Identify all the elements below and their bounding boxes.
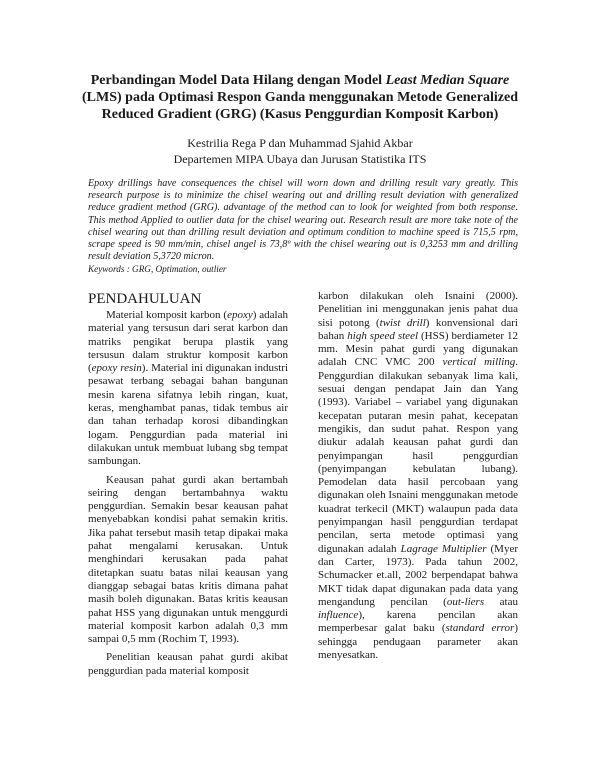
italic-term: influence: [318, 609, 359, 622]
author-block: [100, 135, 500, 167]
text-run: ) konvensional dari bahan: [318, 316, 518, 342]
paragraph-1: [88, 309, 288, 469]
text-run: ) sehingga pendugaan parameter akan menyesatkan.: [318, 622, 518, 662]
text-run: (HSS) berdiameter 12 mm. Mesin pahat gurdi yang digunakan adalah CNC VMC 200: [318, 329, 519, 369]
paragraph-2: Keausan pahat gurdi akan bertambah seiring dengan bertambahnya waktu penggurdian. Semakin besar keausan pahat menyebabkan kondisi pahat semakin kritis. Jika pahat tersebut masih tetap dipakai maka pahat mengalami kerusakan. Untuk menghindari kerusakan pada pahat ditetapkan suatu batas nilai keausan yang dianggap sebagai batas kritis dimana pahat masih boleh digunakan. Batas kritis keausan pahat HSS yang digunakan untuk menggurdi material komposit karbon adalah 0,3 mm sampai 0,5 mm (Rochim T, 1993).: [88, 473, 288, 646]
keywords: Keywords : GRG, Optimation, outlier: [88, 264, 227, 274]
right-column: [318, 290, 518, 662]
italic-term: epoxy resin: [91, 362, 142, 375]
paragraph-3-continued: [318, 290, 518, 662]
title-part-2: (LMS) pada Optimasi Respon Ganda menggunakan Metode Generalized Reduced Gradient (GRG) (Kasus Penggurdian Komposit Karbon): [82, 90, 518, 122]
text-run: ), karena pencilan akan memperbesar galat baku (: [318, 609, 518, 635]
text-run: ) adalah material yang tersusun dari serat karbon dan matriks pengikat berupa plastik yang tersusun dalam struktur komposit karbon (: [88, 309, 288, 375]
italic-term: Lagrage Multiplier: [400, 542, 487, 555]
text-run: karbon dilakukan oleh Isnaini (2000). Penelitian ini menggunakan jenis pahat dua sisi potong (: [318, 290, 518, 329]
italic-term: vertical milling: [442, 356, 516, 369]
authors: Kestrilia Rega P dan Muhammad Sjahid Akbar: [187, 136, 413, 150]
italic-term: high speed steel: [347, 329, 419, 342]
italic-term: out-liers: [446, 595, 485, 608]
title-part-1: Perbandingan Model Data Hilang dengan Model: [90, 73, 386, 88]
text-run: Material komposit karbon (: [106, 309, 228, 321]
section-heading: PENDAHULUAN: [88, 291, 202, 307]
affiliation: Departemen MIPA Ubaya dan Jurusan Statistika ITS: [173, 152, 427, 166]
paper-title: [70, 72, 530, 123]
italic-term: standard error: [445, 622, 515, 635]
text-run: atau: [484, 595, 518, 608]
left-column: [88, 290, 288, 678]
text-run: . Penggurdian dilakukan sebanyak lima kali, sesuai dengan pendapat Jain dan Yang (1993). Variabel – variabel yang digunakan kecepatan putaran mesin pahat, kecepatan mengikis, dan sudut pahat. Respon yang diukur adalah keausan pahat gurdi dan penyimpangan hasil penggurdian (penyimpangan kebulatan lubang). Pemodelan data hasil percobaan yang digunakan oleh Isnaini menggunakan metode kuadrat terkecil (MKT) walaupun pada data penyimpangan hasil penggurdian terdapat pencilan, serta metode optimasi yang digunakan adalah: [318, 356, 519, 555]
title-emphasis: Least Median Square: [385, 73, 510, 88]
italic-term: epoxy: [227, 309, 253, 321]
abstract: Epoxy drillings have consequences the chisel will worn down and drilling result vary greatly. This research purpose is to minimize the chisel wearing out and drilling result deviation with generalized reduce gradient method (GRG). advantage of the method can to look for weighted from both response. This method Applied to outlier data for the chisel wearing out. Research result are more take note of the chisel wearing out than drilling result deviation and optimum condition to machine speed is 715,5 rpm, scrape speed is 90 mm/min, chisel angel is 73,8º with the chisel wearing out is 0,3253 mm and drilling result deviation 5,3720 micron.: [88, 178, 518, 263]
italic-term: twist drill: [379, 316, 426, 329]
paragraph-3: Penelitian keausan pahat gurdi akibat penggurdian pada material komposit: [88, 651, 288, 677]
text-run: (Myer dan Carter, 1973). Pada tahun 2002, Schumacker et.all, 2002 berpendapat bahwa MKT tidak dapat digunakan pada data yang mengandung pencilan (: [318, 542, 519, 608]
text-run: ). Material ini digunakan industri pesawat terbang sebagai bahan bangunan mesin karena sifatnya lebih ringan, kuat, keras, menghambat panas, tidak tembus air dan tahan terhadap korosi dibandingkan logam. Penggurdian pada material ini dilakukan untuk membuat lubang sbg tempat sambungan.: [88, 362, 289, 468]
